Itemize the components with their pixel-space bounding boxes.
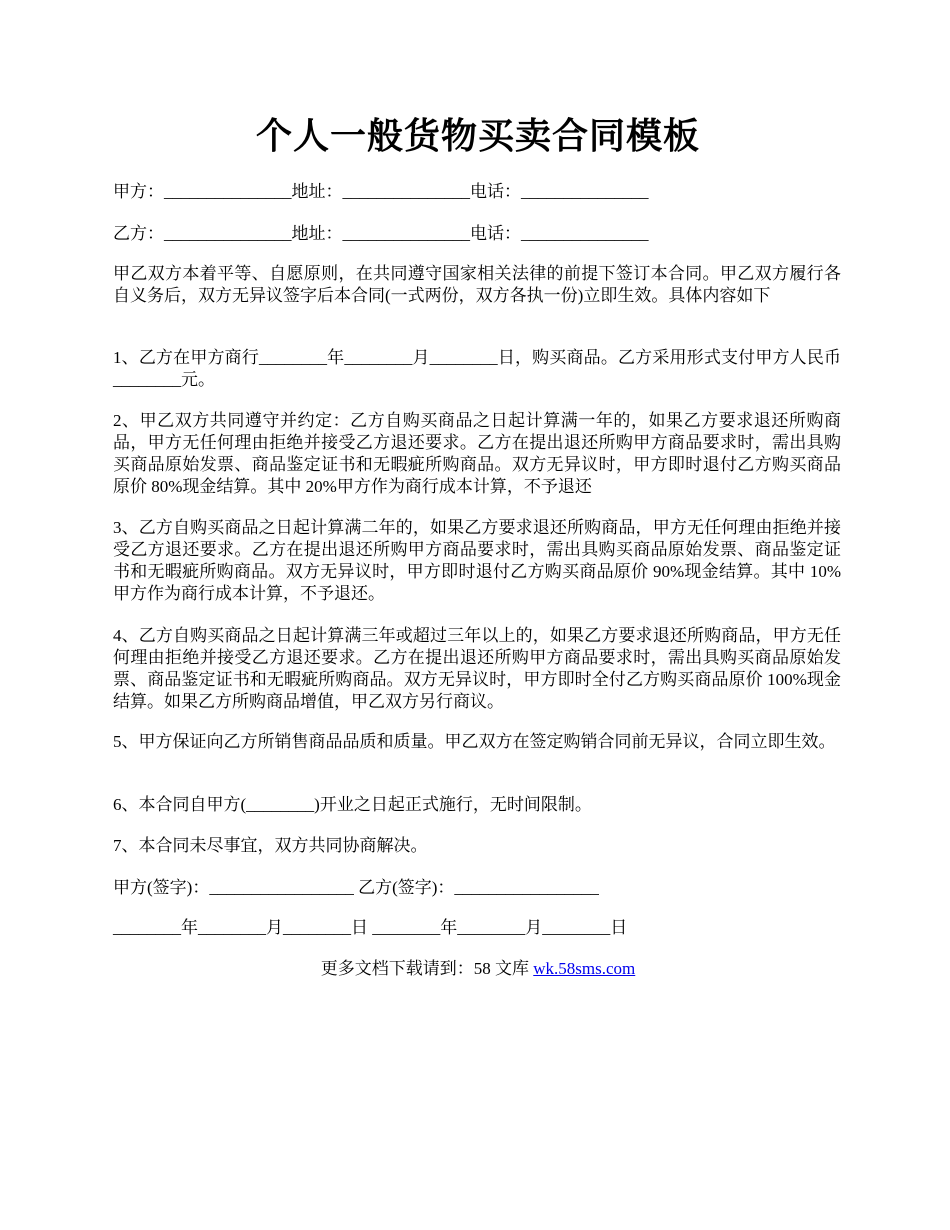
clause-5: 5、甲方保证向乙方所销售商品品质和质量。甲乙双方在签定购销合同前无异议，合同立即生效。 <box>113 732 836 751</box>
clause-6: 6、本合同自甲方(________)开业之日起正式施行，无时间限制。 <box>113 795 592 814</box>
footer-text: 更多文档下载请到：58 文库 <box>320 959 534 978</box>
intro-paragraph: 甲乙双方本着平等、自愿原则，在共同遵守国家相关法律的前提下签订本合同。甲乙双方履行各自义务后，双方无异议签字后本合同(一式两份，双方各执一份)立即生效。具体内容如下 <box>113 264 841 305</box>
signature-line: 甲方(签字)：_________________ 乙方(签字)：_________________ <box>113 878 599 897</box>
party-a-line: 甲方：_______________地址：_______________电话：_______________ <box>113 182 649 201</box>
date-line: ________年________月________日 ________年________月________日 <box>113 918 628 937</box>
clause-2: 2、甲乙双方共同遵守并约定：乙方自购买商品之日起计算满一年的，如果乙方要求退还所购商品，甲方无任何理由拒绝并接受乙方退还要求。乙方在提出退还所购甲方商品要求时，需出具购买商品原始发票、商品鉴定证书和无暇疵所购商品。双方无异议时，甲方即时退付乙方购买商品原价 80%现金结算。其中 20%甲方作为商行成本计算，不予退还 <box>113 411 841 496</box>
footer <box>113 958 843 980</box>
clause-3: 3、乙方自购买商品之日起计算满二年的，如果乙方要求退还所购商品，甲方无任何理由拒绝并接受乙方退还要求。乙方在提出退还所购甲方商品要求时，需出具购买商品原始发票、商品鉴定证书和无暇疵所购商品。双方无异议时，甲方即时退付乙方购买商品原价 90%现金结算。其中 10%甲方作为商行成本计算，不予退还。 <box>113 518 841 603</box>
clause-1: 1、乙方在甲方商行________年________月________日，购买商品。乙方采用形式支付甲方人民币________元。 <box>113 348 841 389</box>
document-title: 个人一般货物买卖合同模板 <box>255 115 700 157</box>
clause-7: 7、本合同未尽事宜，双方共同协商解决。 <box>113 836 428 855</box>
clause-4: 4、乙方自购买商品之日起计算满三年或超过三年以上的，如果乙方要求退还所购商品，甲方无任何理由拒绝并接受乙方退还要求。乙方在提出退还所购甲方商品要求时，需出具购买商品原始发票、商品鉴定证书和无暇疵所购商品。双方无异议时，甲方即时全付乙方购买商品原价 100%现金结算。如果乙方所购商品增值，甲乙双方另行商议。 <box>113 626 841 711</box>
footer-link[interactable]: wk.58sms.com <box>533 959 636 978</box>
party-b-line: 乙方：_______________地址：_______________电话：_______________ <box>113 224 649 243</box>
